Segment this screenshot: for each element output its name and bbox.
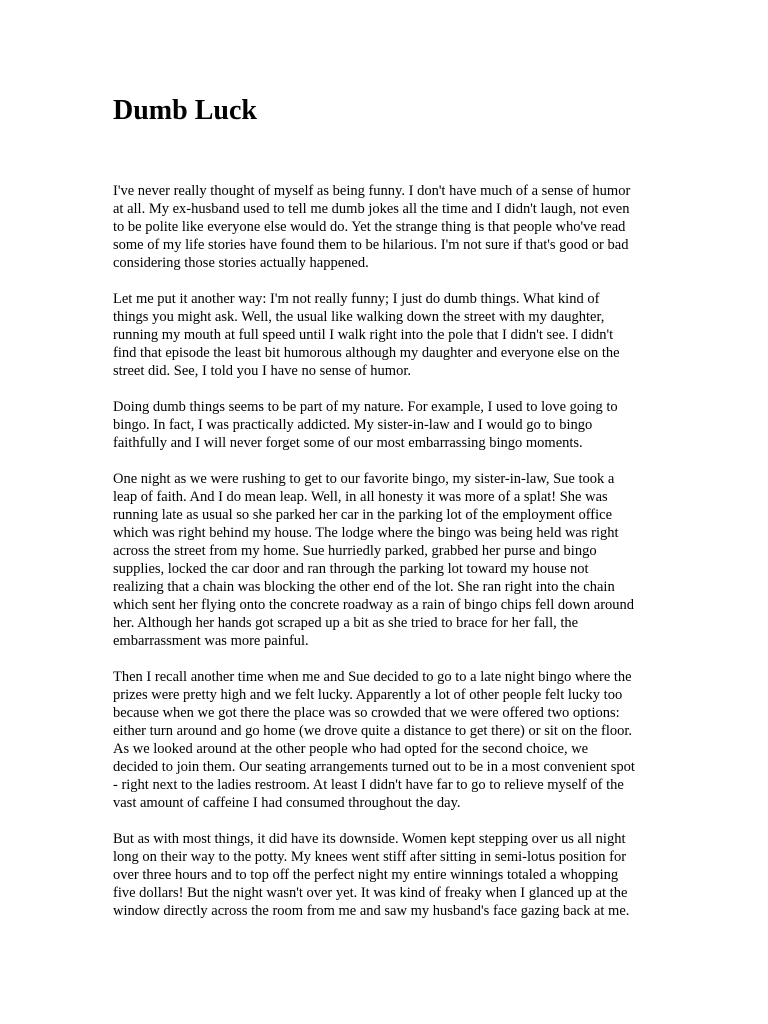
paragraph: I've never really thought of myself as being funny. I don't have much of a sense of humor at all. My ex-husband used to tell me dumb jokes all the time and I didn't laugh, not even to be polite like everyone else would do. Yet the strange thing is that people who've read some of my life stories have found them to be hilarious. I'm not sure if that's good or bad considering those stories actually happened.: [113, 183, 631, 271]
paragraph: Let me put it another way: I'm not really funny; I just do dumb things. What kind of things you might ask. Well, the usual like walking down the street with my daughter, running my mouth at full speed until I walk right into the pole that I didn't see. I didn't find that episode the least bit humorous although my daughter and everyone else on the street did. See, I told you I have no sense of humor.: [113, 291, 620, 379]
paragraph: But as with most things, it did have its downside. Women kept stepping over us all night long on their way to the potty. My knees went stiff after sitting in semi-lotus position for over three hours and to top off the perfect night my entire winnings totaled a whopping five dollars! But the night wasn't over yet. It was kind of freaky when I glanced up at the window directly across the room from me and saw my husband's face gazing back at me.: [113, 831, 630, 919]
paragraph: One night as we were rushing to get to our favorite bingo, my sister-in-law, Sue took a leap of faith. And I do mean leap. Well, in all honesty it was more of a splat! She was running late as usual so she parked her car in the parking lot of the employment office which was right behind my house. The lodge where the bingo was being held was right across the street from my home. Sue hurriedly parked, grabbed her purse and bingo supplies, locked the car door and ran through the parking lot toward my house not realizing that a chain was blocking the other end of the lot. She ran right into the chain which sent her flying onto the concrete roadway as a rain of bingo chips fell down around her. Although her hands got scraped up a bit as she tried to brace for her fall, the embarrassment was more painful.: [113, 471, 635, 649]
paragraph: Doing dumb things seems to be part of my nature. For example, I used to love going to bingo. In fact, I was practically addicted. My sister-in-law and I would go to bingo faithfully and I will never forget some of our most embarrassing bingo moments.: [113, 399, 618, 451]
document-title: Dumb Luck: [113, 95, 257, 126]
paragraph: Then I recall another time when me and Sue decided to go to a late night bingo where the prizes were pretty high and we felt lucky. Apparently a lot of other people felt lucky too because when we got there the place was so crowded that we were offered two options: either turn around and go home (we drove quite a distance to get there) or sit on the floor. As we looked around at the other people who had opted for the second choice, we decided to join them. Our seating arrangements turned out to be in a most convenient spot - right next to the ladies restroom. At least I didn't have far to go to relieve myself of the vast amount of caffeine I had consumed throughout the day.: [113, 669, 635, 811]
document-body: [113, 182, 673, 938]
